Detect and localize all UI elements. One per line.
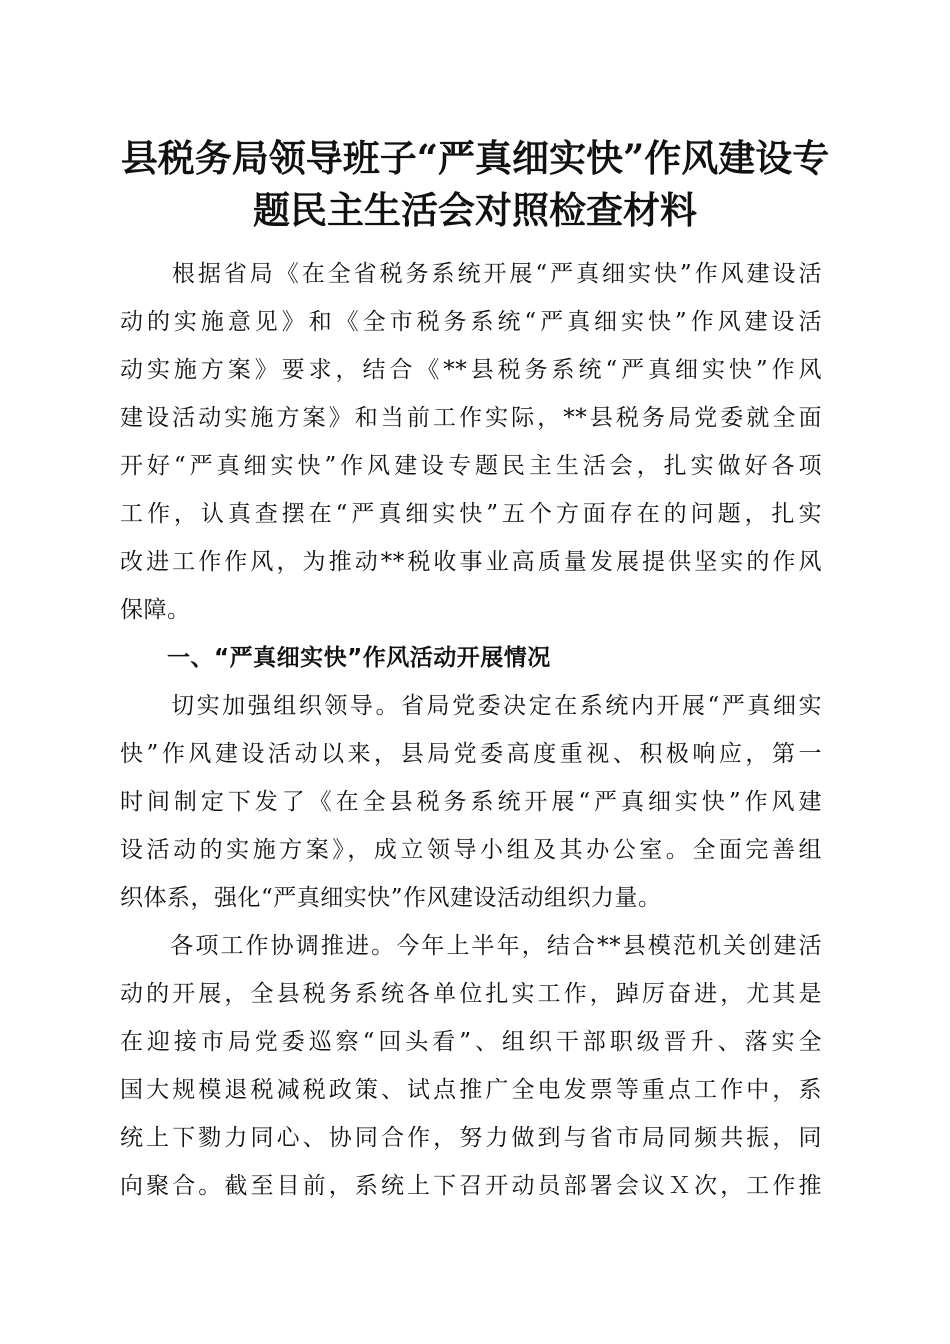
text-line: 设活动的实施方案》，成立领导小组及其办公室。全面完善组 [120,837,822,863]
document-body [120,250,822,1210]
text-line: 各项工作协调推进。今年上半年，结合**县模范机关创建活 [120,933,822,959]
text-line: 动的实施意见》和《全市税务系统“严真细实快”作风建设活 [120,309,822,335]
text-line: 建设活动实施方案》和当前工作实际，**县税务局党委就全面 [120,405,822,431]
text-line: 改进工作作风，为推动**税收事业高质量发展提供坚实的作风 [120,549,822,575]
text-line: 国大规模退税减税政策、试点推广全电发票等重点工作中，系 [120,1077,822,1103]
text-line: 动实施方案》要求，结合《**县税务系统“严真细实快”作风 [120,357,822,383]
text-line: 在迎接市局党委巡察“回头看”、组织干部职级晋升、落实全 [120,1029,822,1055]
text-line: 织体系，强化“严真细实快”作风建设活动组织力量。 [120,885,662,911]
text-line: 工作，认真查摆在“严真细实快”五个方面存在的问题，扎实 [120,501,822,527]
text-line: 开好“严真细实快”作风建设专题民主生活会，扎实做好各项 [120,453,822,479]
text-line: 切实加强组织领导。省局党委决定在系统内开展“严真细实 [120,693,822,719]
title-line-1: 县税务局领导班子“严真细实快”作风建设专 [120,136,830,180]
document-title [100,132,850,236]
text-line: 快”作风建设活动以来，县局党委高度重视、积极响应，第一 [120,741,822,767]
text-line: 一、“严真细实快”作风活动开展情况 [120,645,551,671]
paragraph [120,682,822,922]
paragraph [120,250,822,634]
text-line: 统上下勠力同心、协同合作，努力做到与省市局同频共振，同 [120,1125,822,1151]
text-line: 时间制定下发了《在全县税务系统开展“严真细实快”作风建 [120,789,822,815]
text-line: 保障。 [120,597,191,623]
text-line: 向聚合。截至目前，系统上下召开动员部署会议Ｘ次，工作推 [120,1173,822,1199]
text-line: 动的开展，全县税务系统各单位扎实工作，踔厉奋进，尤其是 [120,981,822,1007]
text-line: 根据省局《在全省税务系统开展“严真细实快”作风建设活 [120,261,822,287]
title-line-2: 题民主生活会对照检查材料 [253,188,697,232]
paragraph [120,922,822,1210]
section-heading [120,634,822,682]
